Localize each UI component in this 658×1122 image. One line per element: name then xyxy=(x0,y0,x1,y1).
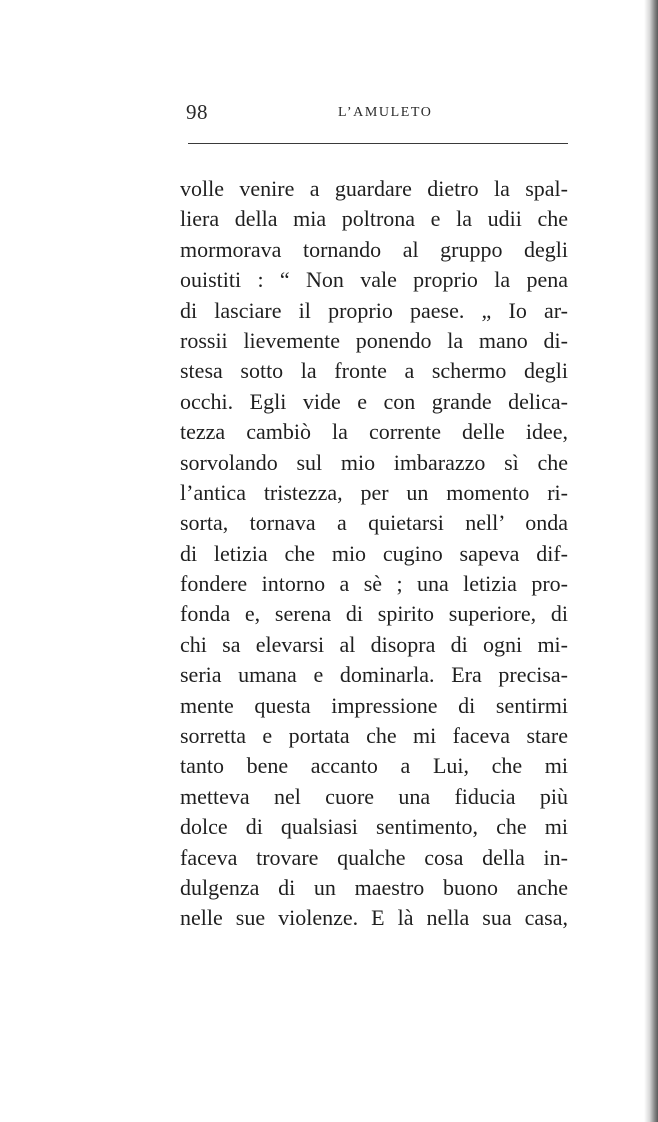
running-title: L’AMULETO xyxy=(338,105,433,120)
text-line: dolce di qualsiasi sentimento, che mi xyxy=(180,814,568,840)
text-line: occhi. Egli vide e con grande delica- xyxy=(180,388,568,414)
text-line: l’antica tristezza, per un momento ri- xyxy=(180,479,568,505)
text-line: mormorava tornando al gruppo degli xyxy=(180,236,568,262)
text-line: ouistiti : “ Non vale proprio la pena xyxy=(180,267,568,293)
text-line: sorta, tornava a quietarsi nell’ onda xyxy=(180,510,568,536)
text-line: di letizia che mio cugino sapeva dif- xyxy=(180,540,568,566)
text-line: seria umana e dominarla. Era precisa- xyxy=(180,662,568,688)
text-line: volle venire a guardare dietro la spal- xyxy=(180,176,568,201)
text-line: faceva trovare qualche cosa della in- xyxy=(180,844,568,870)
body-text xyxy=(180,174,568,934)
text-line: stesa sotto la fronte a schermo degli xyxy=(180,358,568,384)
page-header xyxy=(186,100,568,130)
text-line: nelle sue violenze. E là nella sua casa, xyxy=(180,905,568,931)
text-line: tezza cambiò la corrente delle idee, xyxy=(180,419,568,445)
text-line: liera della mia poltrona e la udii che xyxy=(180,206,568,232)
text-line: sorvolando sul mio imbarazzo sì che xyxy=(180,449,568,475)
text-line: fonda e, serena di spirito superiore, di xyxy=(180,601,568,627)
text-line: metteva nel cuore una fiducia più xyxy=(180,783,568,809)
text-line: di lasciare il proprio paese. „ Io ar- xyxy=(180,297,568,323)
text-line: mente questa impressione di sentirmi xyxy=(180,692,568,718)
text-line: dulgenza di un maestro buono anche xyxy=(180,874,568,900)
page-edge-shadow xyxy=(644,0,658,1122)
text-line: sorretta e portata che mi faceva stare xyxy=(180,723,568,749)
page-number: 98 xyxy=(186,100,208,124)
text-line: chi sa elevarsi al disopra di ogni mi- xyxy=(180,631,568,657)
header-rule xyxy=(188,143,568,144)
text-line: rossii lievemente ponendo la mano di- xyxy=(180,327,568,353)
text-line: fondere intorno a sè ; una letizia pro- xyxy=(180,571,568,597)
text-line: tanto bene accanto a Lui, che mi xyxy=(180,753,568,779)
